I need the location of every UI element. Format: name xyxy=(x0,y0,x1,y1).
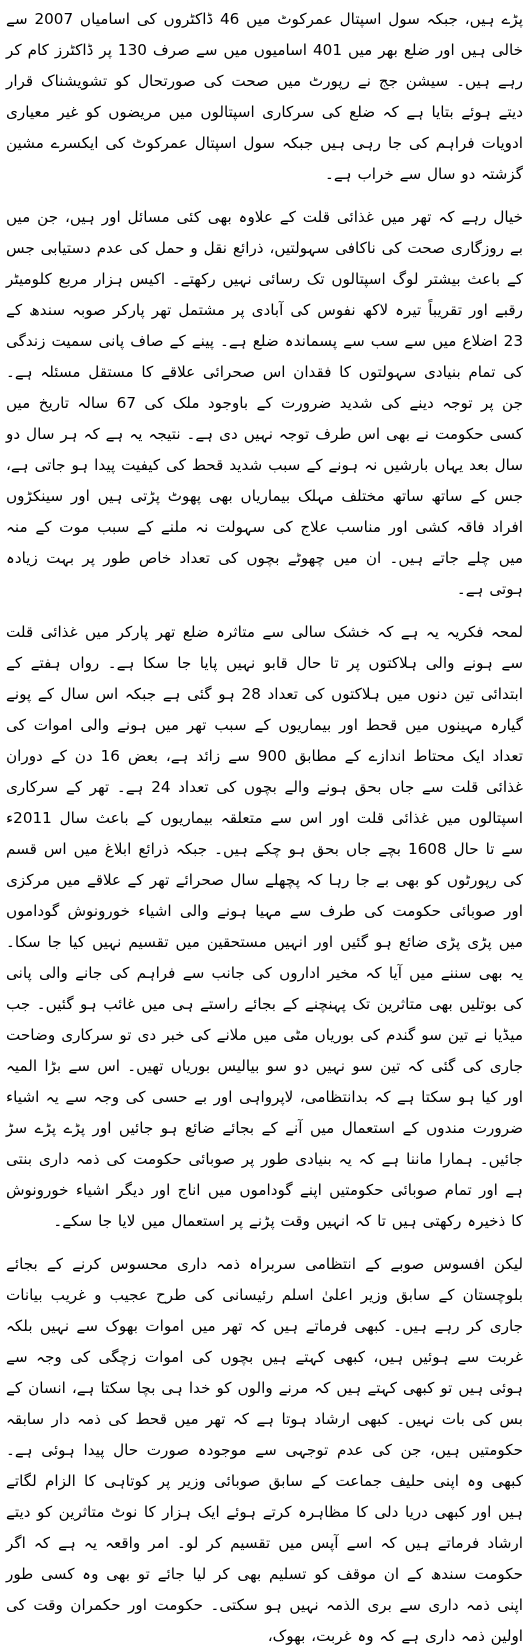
paragraph-thar-problems: خیال رہے کہ تھر میں غذائی قلت کے علاوہ بھی کئی مسائل اور ہیں، جن میں بے روزگاری صحت کی ناکافی سہولتیں، ذرائع نقل و حمل کی عدم دستیابی جس کے باعث بیشتر لوگ اسپتالوں تک رسائی نہیں رکھتے۔ اکیس ہزار مربع کلومیٹر رقبے اور تقریباً تیرہ لاکھ نفوس کی آبادی پر مشتمل تھر پارکر صوبہ سندھ کے 23 اضلاع میں سے سب سے پسماندہ ضلع ہے۔ پینے کے صاف پانی سمیت زندگی کی تمام بنیادی سہولتوں کا فقدان اس صحرائی علاقے کا مستقل مسئلہ ہے۔ جن پر توجہ دینے کی شدید ضرورت کے باوجود ملک کی 67 سالہ تاریخ میں کسی حکومت نے بھی اس طرف توجہ نہیں دی ہے۔ نتیجہ یہ ہے کہ ہر سال دو سال بعد یہاں بارشیں نہ ہونے کے سبب شدید قحط کی کیفیت پیدا ہو جاتی ہے، جس کے ساتھ ساتھ مختلف مہلک بیماریاں بھی پھوٹ پڑتی ہیں اور سینکڑوں افراد فاقہ کشی اور مناسب علاج کی سہولت نہ ملنے کے سبب موت کے منہ میں چلے جاتے ہیں۔ ان میں چھوٹے بچوں کی تعداد خاص طور پر بہت زیادہ ہوتی ہے۔ xyxy=(6,208,523,598)
paragraph-hospital-vacancies: پڑے ہیں، جبکہ سول اسپتال عمرکوٹ میں 46 ڈاکٹروں کی اسامیاں 2007 سے خالی ہیں اور ضلع بھر میں 401 اسامیوں میں سے صرف 130 پر ڈاکٹرز کام کر رہے ہیں۔ سیشن جج نے رپورٹ میں صحت کی صورتحال کو تشویشناک قرار دیتے ہوئے بتایا ہے کہ ضلع کی سرکاری اسپتالوں میں مریضوں کو غیر معیاری ادویات فراہم کی جا رہی ہیں جبکہ سول اسپتال عمرکوٹ کی ایکسرے مشین گزشتہ دو سال سے خراب ہے۔ xyxy=(6,10,524,183)
paragraph-government-response: لیکن افسوس صوبے کے انتظامی سربراہ ذمہ داری محسوس کرنے کے بجائے بلوچستان کے سابق وزیر اعلیٰ اسلم رئیسانی کی طرح عجیب و غریب بیانات جاری کر رہے ہیں۔ کبھی فرماتے ہیں کہ تھر میں اموات بھوک سے نہیں بلکہ غربت سے ہوئیں ہیں، کبھی کہتے ہیں بچوں کی اموات زچگی کی وجہ سے ہوئی ہیں تو کبھی کہتے ہیں کہ مرنے والوں کو خدا ہی بچا سکتا ہے، انسان کے بس کی بات نہیں۔ کبھی ارشاد ہوتا ہے کہ تھر میں قحط کی ذمہ دار سابقہ حکومتیں ہیں، جن کی عدم توجہی سے موجودہ صورت حال پیدا ہوئی ہے۔ کبھی وہ اپنی حلیف جماعت کے سابق صوبائی وزیر پر کوتاہی کا الزام لگاتے ہیں اور کبھی دریا دلی کا مظاہرہ کرتے ہوئے ایک ہزار کا نوٹ متاثرین کو دیتے ارشاد فرماتے ہیں کہ اسے آپس میں تقسیم کر لو۔ امر واقعہ یہ ہے کہ اگر حکومت سندھ کے ان موقف کو تسلیم بھی کر لیا جائے تو بھی وہ کسی طور اپنی ذمہ داری سے بری الذمہ نہیں ہو سکتی۔ حکومت اور حکمران وقت کی اولین ذمہ داری ہے کہ وہ غربت، بھوک، xyxy=(6,1255,523,1645)
paragraph-famine-deaths: لمحہ فکریہ یہ ہے کہ خشک سالی سے متاثرہ ضلع تھر پارکر میں غذائی قلت سے ہونے والی ہلاکتوں پر تا حال قابو نہیں پایا جا سکا ہے۔ رواں ہفتے کے ابتدائی تین دنوں میں ہلاکتوں کی تعداد 28 ہو گئی ہے جبکہ اس سال کے پونے گیارہ مہینوں میں قحط اور بیماریوں کے سبب تھر میں ہونے والی اموات کی تعداد ایک محتاط اندازے کے مطابق 900 سے زائد ہے، بعض 16 دن کے دوران غذائی قلت سے جاں بحق ہونے والے بچوں کی تعداد 24 ہے۔ تھر کے سرکاری اسپتالوں میں غذائی قلت اور اس سے متعلقہ بیماریوں کے باعث سال 2011ء سے تا حال 1608 بچے جاں بحق ہو چکے ہیں۔ جبکہ ذرائع ابلاغ میں اس قسم کی رپورٹوں کو بھی بے جا رہا کہ پچھلے سال صحرائے تھر کے علاقے میں مرکزی اور صوبائی حکومت کی طرف سے مہیا ہونے والی اشیاء خورونوش گوداموں میں پڑی پڑی ضائع ہو گئیں اور انہیں مستحقین میں تقسیم نہیں کیا جا سکا۔ یہ بھی سننے میں آیا کہ مخیر اداروں کی جانب سے فراہم کی جانے والی پانی کی بوتلیں بھی متاثرین تک پہنچنے کے بجائے راستے ہی میں غائب ہو گئیں۔ جب میڈیا نے تین سو گندم کی بوریاں مٹی میں ملانے کی خبر دی تو سرکاری وضاحت جاری کی گئی کہ تین سو نہیں دو سو بیالیس بوریاں تھیں۔ اس سے بڑا المیہ اور کیا ہو سکتا ہے کہ بدانتظامی، لاپرواہی اور بے حسی کی وجہ سے یہ اشیاء ضرورت مندوں کے استعمال میں آنے کے بجائے ضائع ہو جائیں اور پڑے پڑے سڑ جائیں۔ ہمارا ماننا ہے کہ یہ بنیادی طور پر صوبائی حکومت کی ذمہ داری بنتی ہے اور تمام صوبائی حکومتیں اپنے گوداموں میں اناج اور دیگر اشیاء خورونوش کا ذخیرہ رکھتی ہیں تا کہ انہیں وقت پڑنے پر استعمال میں لایا جا سکے۔ xyxy=(6,623,524,1230)
